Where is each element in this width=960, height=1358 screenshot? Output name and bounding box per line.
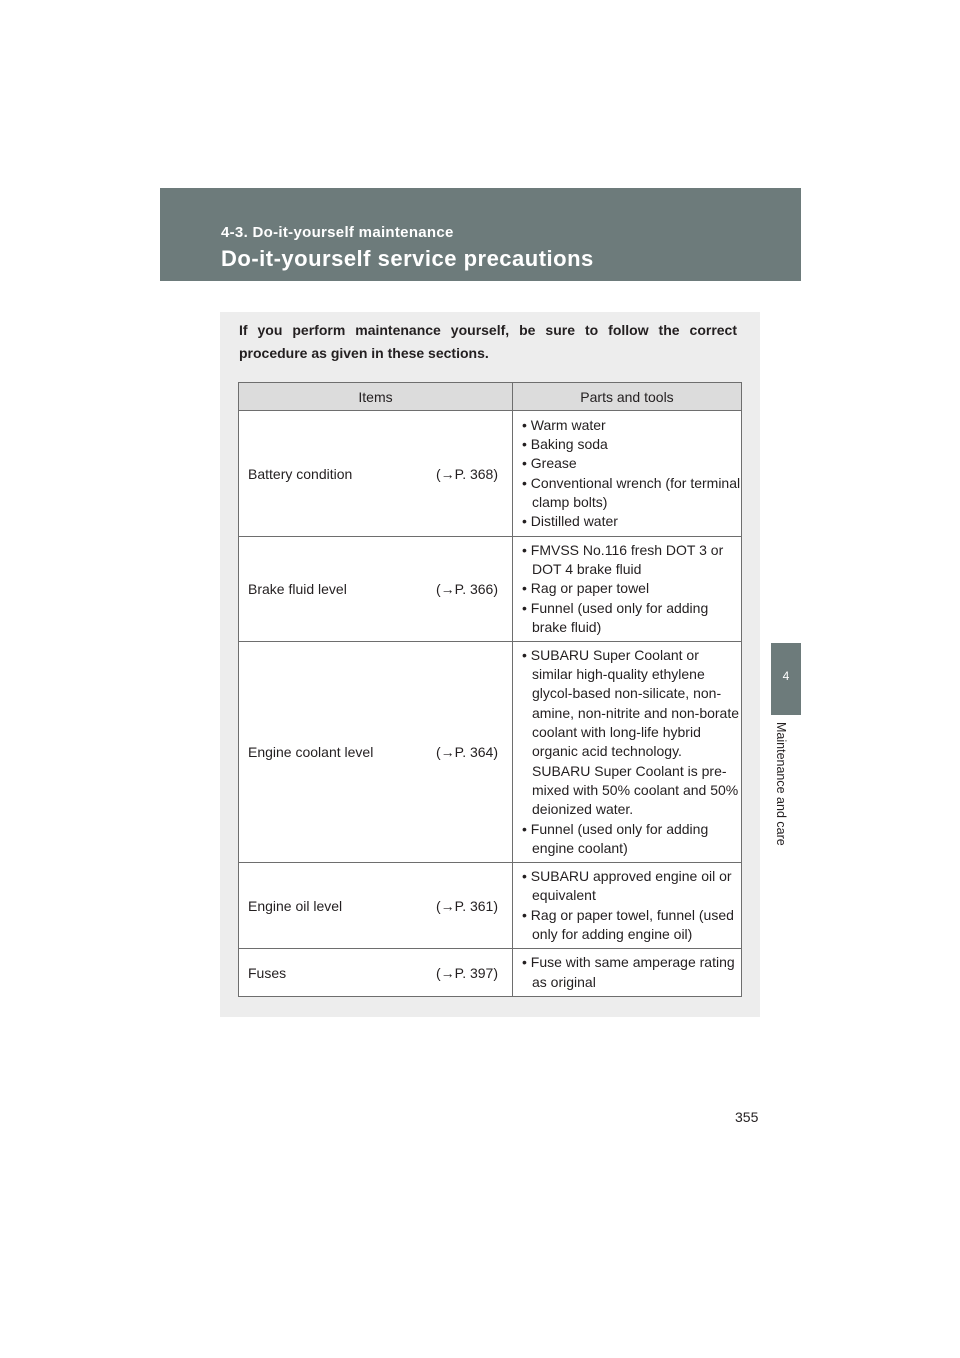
page-title: Do-it-yourself service precautions bbox=[221, 246, 594, 271]
item-label: Engine oil level bbox=[248, 897, 343, 914]
tools-list bbox=[522, 953, 741, 992]
list-item: • Conventional wrench (for terminal clamp bolts) bbox=[522, 474, 741, 510]
item-cell bbox=[239, 949, 513, 997]
list-item: SUBARU Super Coolant is pre-mixed with 50% coolant and 50% deionized water. bbox=[532, 762, 739, 818]
list-item: • Rag or paper towel bbox=[522, 580, 650, 597]
tools-cell bbox=[513, 949, 742, 997]
list-item: • FMVSS No.116 fresh DOT 3 or DOT 4 brake fluid bbox=[522, 541, 724, 578]
item-cell bbox=[239, 863, 513, 949]
item-cell bbox=[239, 642, 513, 863]
page-reference: (→P. 361) bbox=[436, 897, 498, 914]
item-label: Fuses bbox=[248, 964, 287, 981]
chapter-number: 4 bbox=[782, 669, 790, 683]
table-row bbox=[239, 949, 742, 997]
tools-cell bbox=[513, 537, 742, 642]
header-items: Items bbox=[239, 383, 513, 411]
table-row bbox=[239, 411, 742, 537]
tools-list bbox=[522, 867, 741, 944]
page-number: 355 bbox=[735, 1109, 759, 1125]
chapter-tab bbox=[771, 643, 801, 715]
table-row bbox=[239, 863, 742, 949]
list-item: • Funnel (used only for adding engine coolant) bbox=[522, 820, 709, 856]
parts-table bbox=[238, 382, 742, 997]
list-item: • SUBARU Super Coolant or similar high-quality ethylene glycol-based non-silicate, non-amine, non-nitrite and non-borate coolant with long-life hybrid organic acid technology. bbox=[522, 646, 740, 760]
item-label: Engine coolant level bbox=[248, 744, 374, 760]
tools-cell bbox=[513, 411, 742, 537]
list-item: • Warm water bbox=[522, 416, 606, 433]
list-item: • Grease bbox=[522, 455, 577, 472]
page-reference: (→P. 364) bbox=[436, 744, 498, 760]
item-label: Battery condition bbox=[248, 465, 353, 482]
item-label: Brake fluid level bbox=[248, 581, 347, 597]
item-cell bbox=[239, 537, 513, 642]
tools-list bbox=[522, 416, 741, 532]
list-item: • Rag or paper towel, funnel (used only for adding engine oil) bbox=[522, 906, 734, 942]
header-parts-tools: Parts and tools bbox=[513, 383, 742, 411]
list-item: • Baking soda bbox=[522, 435, 608, 452]
item-cell bbox=[239, 411, 513, 537]
intro-paragraph: If you perform maintenance yourself, be sure to follow the correct procedure as given in these sections. bbox=[239, 322, 737, 361]
list-item: • Distilled water bbox=[522, 513, 618, 530]
table-header-row bbox=[239, 383, 742, 411]
tools-cell bbox=[513, 642, 742, 863]
list-item: • SUBARU approved engine oil or equivalent bbox=[522, 867, 732, 904]
table-row bbox=[239, 537, 742, 642]
tools-list bbox=[522, 646, 741, 858]
section-header bbox=[160, 188, 801, 281]
tools-cell bbox=[513, 863, 742, 949]
section-label: 4-3. Do-it-yourself maintenance bbox=[221, 224, 454, 241]
list-item: • Funnel (used only for adding brake fluid) bbox=[522, 599, 709, 635]
tools-list bbox=[522, 541, 741, 637]
chapter-label-text: Maintenance and care bbox=[774, 722, 788, 846]
list-item: • Fuse with same amperage rating as original bbox=[522, 954, 735, 990]
page-reference: (→P. 397) bbox=[436, 964, 498, 981]
table-row bbox=[239, 642, 742, 863]
chapter-side-label bbox=[774, 722, 794, 872]
page-reference: (→P. 368) bbox=[436, 465, 498, 482]
page-reference: (→P. 366) bbox=[436, 581, 498, 597]
